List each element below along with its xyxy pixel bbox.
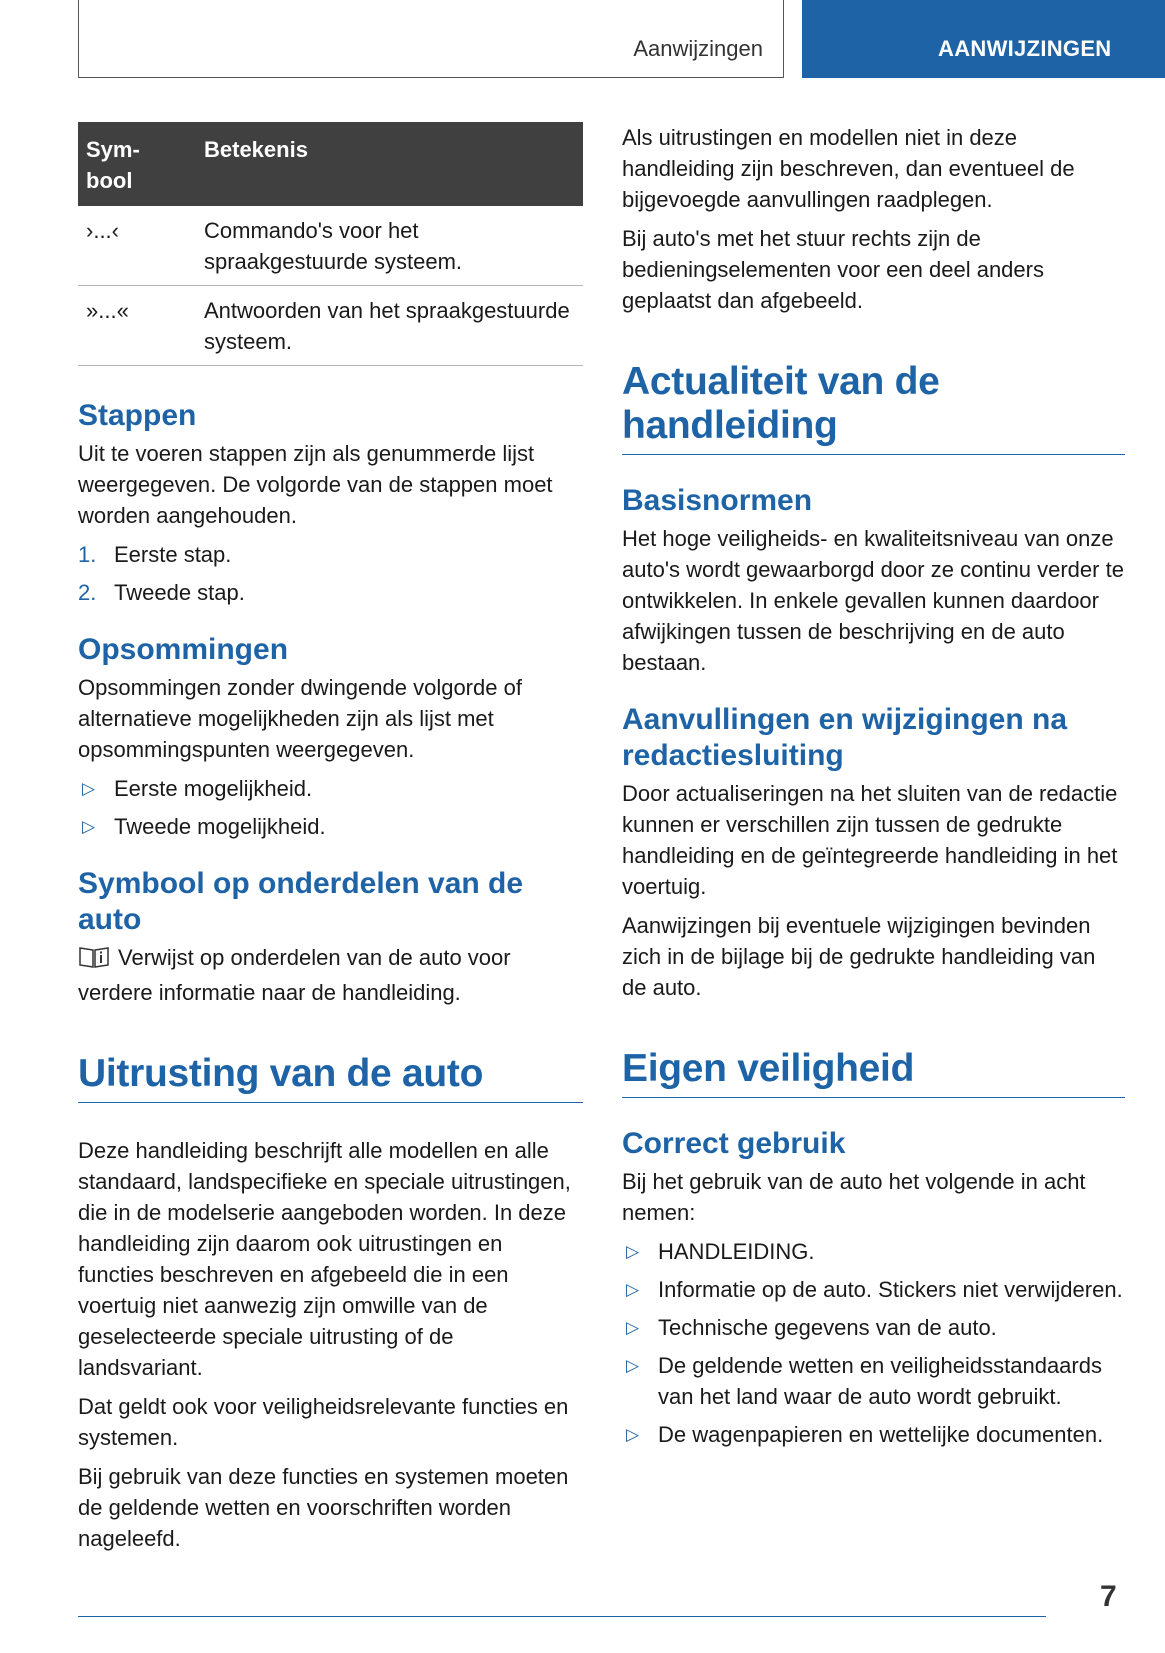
triangle-bullet-icon: ▷ bbox=[82, 779, 96, 798]
footer-rule bbox=[78, 1616, 1046, 1617]
table-cell-meaning: Antwoorden van het spraakgestuurde systeem. bbox=[196, 286, 583, 366]
list-item-label: Eerste mogelijkheid. bbox=[114, 776, 313, 801]
aanvullingen-paragraph: Aanwijzingen bij eventuele wijzigingen bevinden zich in de bijlage bij de gedrukte handleiding van de auto. bbox=[622, 913, 1096, 1000]
list-item-label: HANDLEIDING. bbox=[658, 1239, 815, 1264]
uitrusting-heading: Uitrusting van de auto bbox=[78, 1052, 583, 1103]
stappen-text: Uit te voeren stappen zijn als genummerde lijst weergegeven. De volgorde van de stappen moet worden aangehouden. bbox=[78, 441, 553, 528]
table-header-meaning: Betekenis bbox=[196, 122, 583, 206]
basisnormen-text: Het hoge veiligheids- en kwaliteitsniveau van onze auto's wordt gewaarborgd door ze continu verder te ontwikkelen. In enkele gevallen kunnen daardoor afwijkingen tussen de beschrijving en de auto bestaan. bbox=[622, 526, 1124, 675]
list-item-label: De wagenpapieren en wettelijke documenten. bbox=[658, 1422, 1104, 1447]
symbool-text bbox=[78, 942, 583, 1008]
stappen-heading: Stappen bbox=[78, 399, 197, 432]
page-number: 7 bbox=[1100, 1580, 1117, 1613]
intro-paragraph: Bij auto's met het stuur rechts zijn de bedieningselementen voor een deel anders geplaatst dan afgebeeld. bbox=[622, 226, 1044, 313]
header-section-title: Aanwijzingen bbox=[633, 36, 763, 61]
correct-gebruik-text: Bij het gebruik van de auto het volgende in acht nemen: bbox=[622, 1169, 1086, 1225]
table-cell-symbol: ›...‹ bbox=[78, 206, 196, 286]
opsommingen-heading: Opsommingen bbox=[78, 633, 289, 666]
intro-paragraph: Als uitrustingen en modellen niet in deze handleiding zijn beschreven, dan eventueel de bijgevoegde aanvullingen raadplegen. bbox=[622, 125, 1075, 212]
aanvullingen-paragraph: Door actualiseringen na het sluiten van de redactie kunnen er verschillen zijn tussen de gedrukte handleiding en de geïntegreerde handleiding in het voertuig. bbox=[622, 781, 1118, 899]
table-row bbox=[78, 206, 583, 286]
triangle-bullet-icon: ▷ bbox=[626, 1318, 640, 1337]
triangle-bullet-icon: ▷ bbox=[626, 1356, 640, 1375]
manual-info-icon bbox=[78, 945, 110, 977]
step-number: 2. bbox=[78, 580, 97, 605]
list-item-label: De geldende wetten en veiligheidsstandaards van het land waar de auto wordt gebruikt. bbox=[658, 1353, 1102, 1409]
aanvullingen-heading: Aanvullingen en wijzigingen na redactiesluiting bbox=[622, 703, 1068, 772]
step-number: 1. bbox=[78, 542, 97, 567]
triangle-bullet-icon: ▷ bbox=[626, 1425, 640, 1444]
bullet-list bbox=[78, 773, 583, 842]
header-box bbox=[78, 0, 784, 78]
triangle-bullet-icon: ▷ bbox=[82, 817, 96, 836]
list-item-label: Technische gegevens van de auto. bbox=[658, 1315, 997, 1340]
steps-list bbox=[78, 539, 583, 608]
left-column bbox=[78, 122, 583, 1562]
list-item bbox=[78, 539, 583, 570]
list-item bbox=[622, 1312, 1125, 1343]
list-item bbox=[78, 577, 583, 608]
correct-gebruik-heading: Correct gebruik bbox=[622, 1127, 846, 1160]
symbol-table bbox=[78, 122, 583, 366]
list-item bbox=[622, 1350, 1125, 1412]
step-label: Eerste stap. bbox=[114, 542, 232, 567]
list-item bbox=[622, 1274, 1125, 1305]
veiligheid-heading: Eigen veiligheid bbox=[622, 1047, 1125, 1098]
list-item bbox=[622, 1236, 1125, 1267]
bullet-list bbox=[622, 1236, 1125, 1450]
list-item bbox=[78, 773, 583, 804]
uitrusting-paragraph: Dat geldt ook voor veiligheidsrelevante functies en systemen. bbox=[78, 1394, 569, 1450]
opsommingen-text: Opsommingen zonder dwingende volgorde of alternatieve mogelijkheden zijn als lijst met opsommingspunten weergegeven. bbox=[78, 675, 522, 762]
list-item-label: Informatie op de auto. Stickers niet verwijderen. bbox=[658, 1277, 1123, 1302]
table-row bbox=[78, 286, 583, 366]
basisnormen-heading: Basisnormen bbox=[622, 484, 813, 517]
table-cell-symbol: »...« bbox=[78, 286, 196, 366]
list-item bbox=[78, 811, 583, 842]
triangle-bullet-icon: ▷ bbox=[626, 1242, 640, 1261]
symbool-heading: Symbool op onderdelen van de auto bbox=[78, 867, 524, 936]
list-item-label: Tweede mogelijkheid. bbox=[114, 814, 326, 839]
table-header-symbol: Sym- bool bbox=[78, 122, 196, 206]
step-label: Tweede stap. bbox=[114, 580, 245, 605]
header-chapter-tab: AANWIJZINGEN bbox=[802, 0, 1165, 78]
table-cell-meaning: Commando's voor het spraakgestuurde systeem. bbox=[196, 206, 583, 286]
symbool-description: Verwijst op onderdelen van de auto voor verdere informatie naar de handleiding. bbox=[78, 945, 511, 1005]
actualiteit-heading: Actualiteit van de handleiding bbox=[622, 360, 1125, 455]
right-column bbox=[622, 122, 1125, 1458]
uitrusting-paragraph: Deze handleiding beschrijft alle modellen en alle standaard, landspecifieke en speciale uitrustingen, die in de modelserie aangeboden worden. In deze handleiding zijn daarom ook uitrustingen en functies beschreven en afgebeeld die in een voertuig niet aanwezig zijn omwille van de geselecteerde speciale uitrusting of de landsvariant. bbox=[78, 1138, 571, 1380]
list-item bbox=[622, 1419, 1125, 1450]
uitrusting-paragraph: Bij gebruik van deze functies en systemen moeten de geldende wetten en voorschriften worden nageleefd. bbox=[78, 1464, 569, 1551]
triangle-bullet-icon: ▷ bbox=[626, 1280, 640, 1299]
